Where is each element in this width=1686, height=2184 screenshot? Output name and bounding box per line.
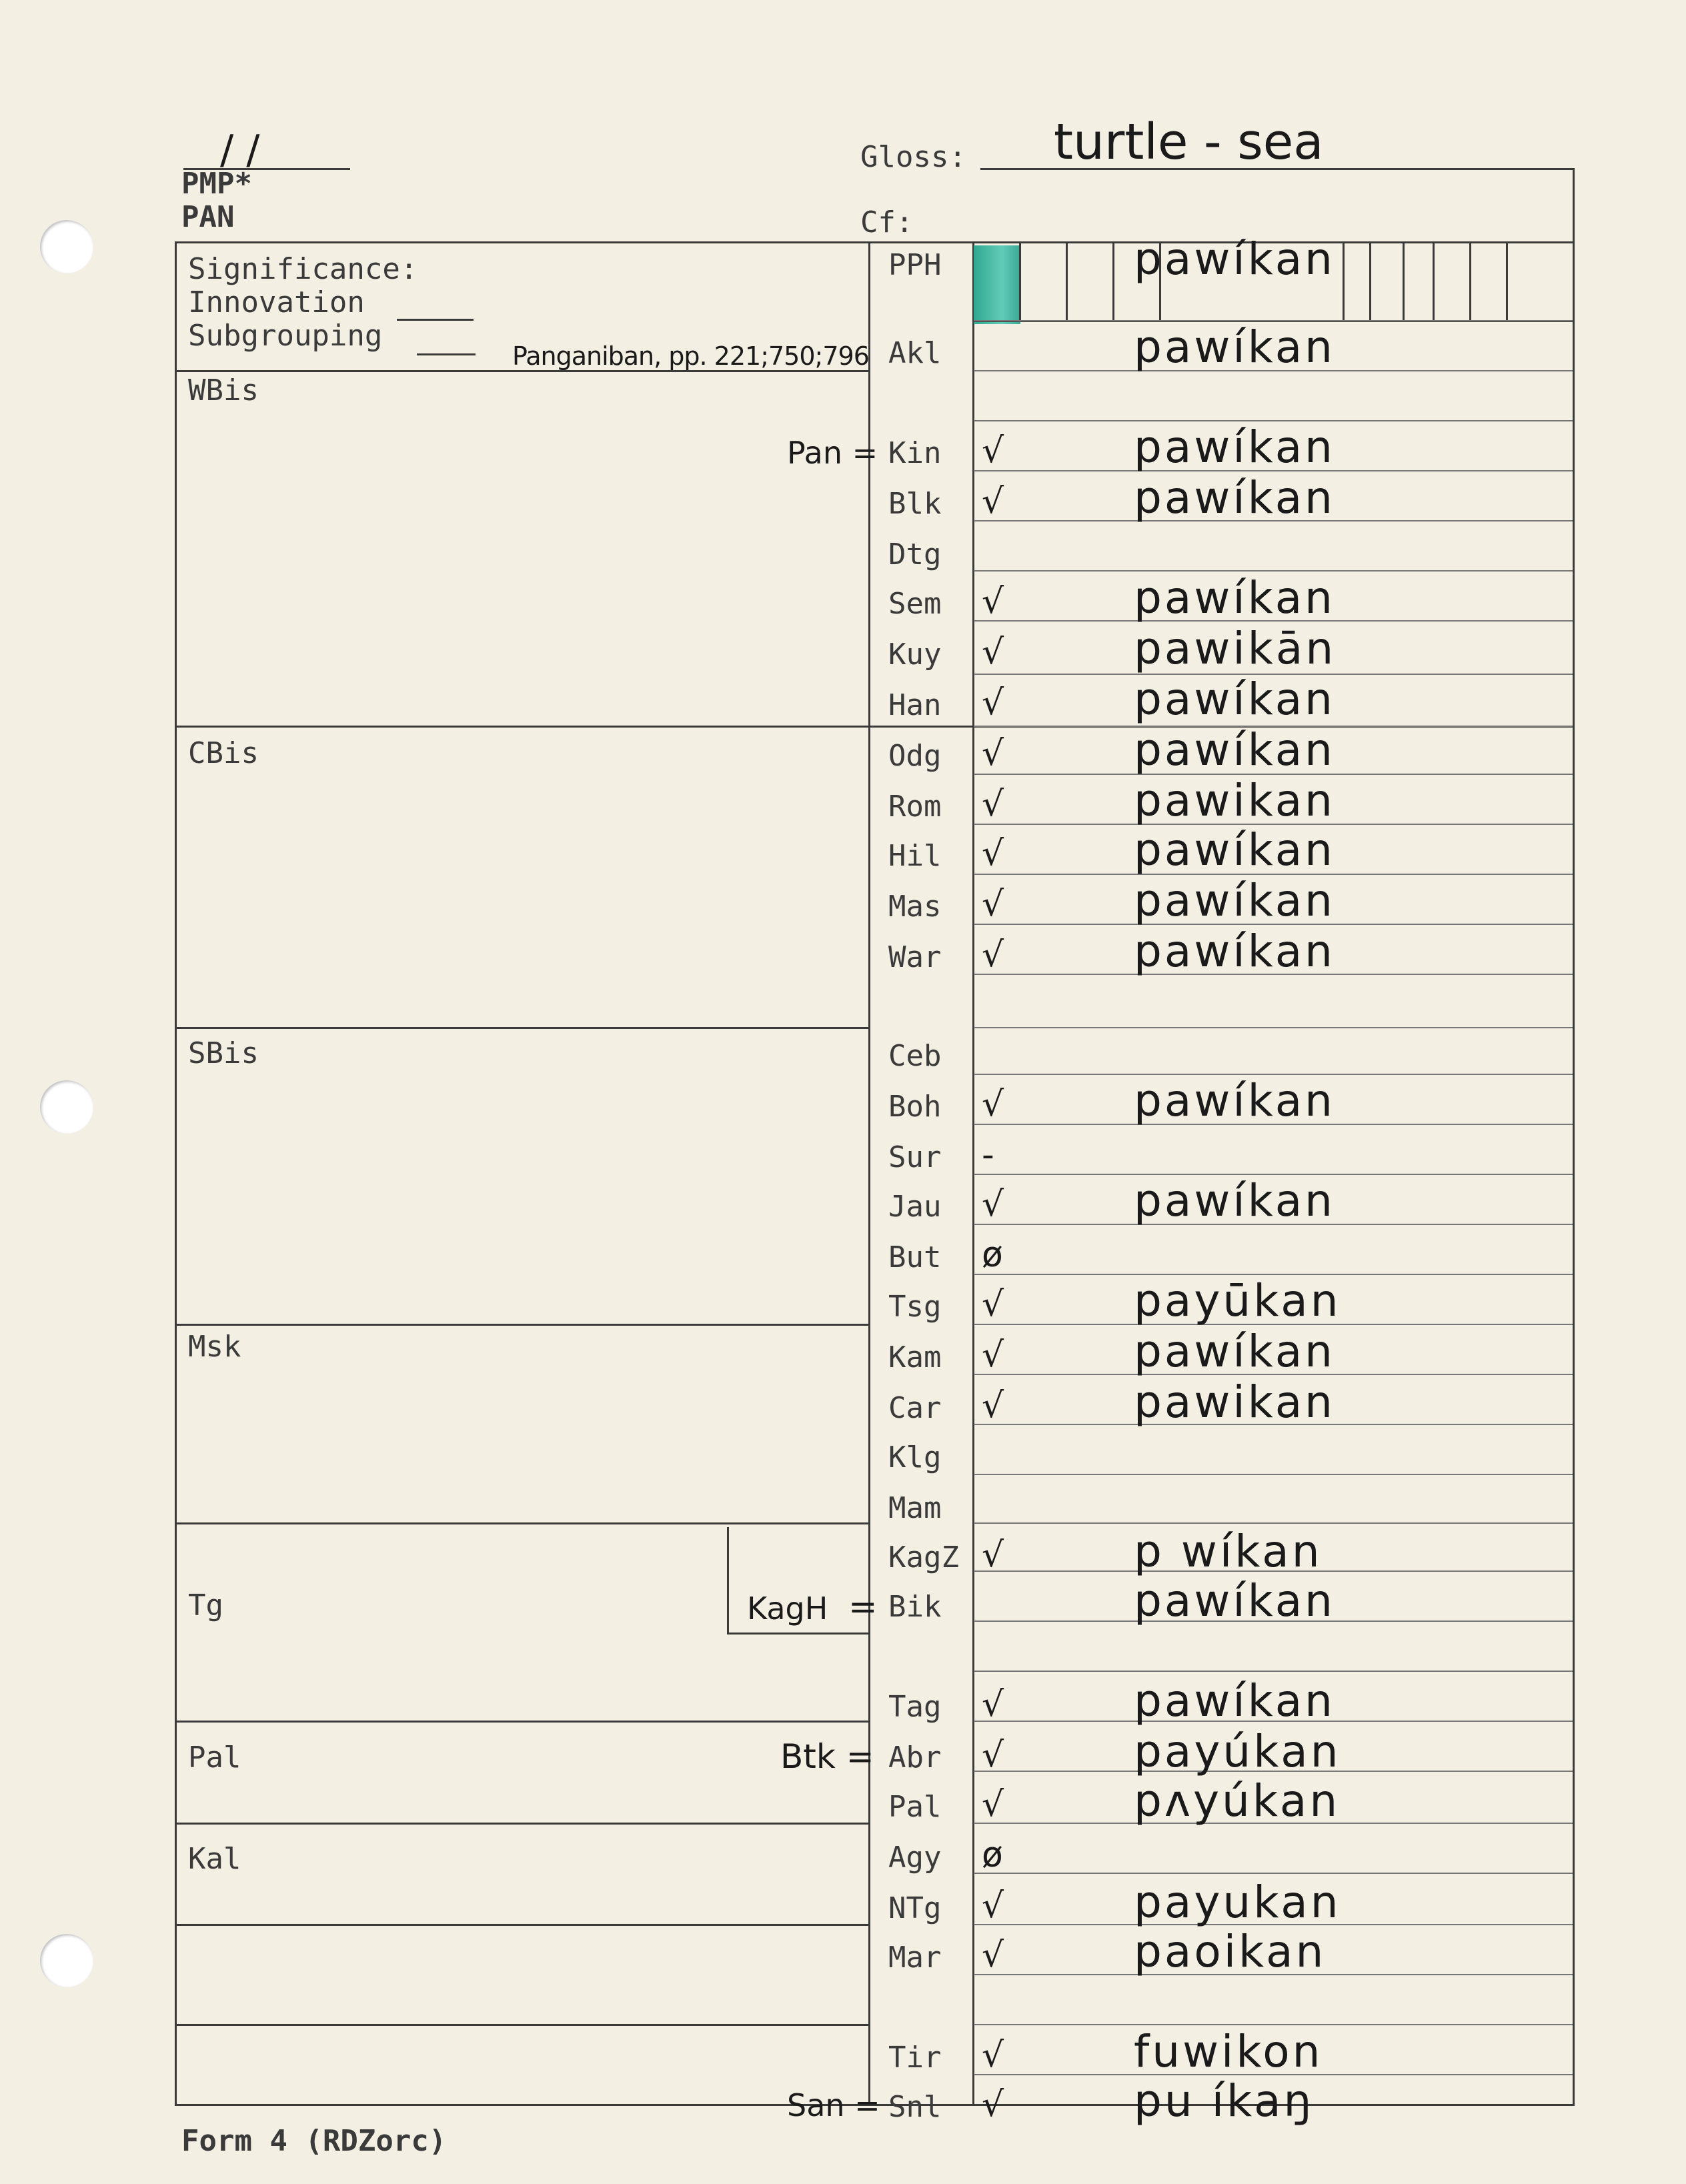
binder-hole-middle [40, 1080, 93, 1134]
row-form: pawikān [1134, 623, 1337, 674]
row-rule [974, 2024, 1573, 2025]
row-form: payukan [1134, 1877, 1341, 1928]
row-check-mark: √ [982, 582, 1004, 622]
row-language-code: Car [888, 1391, 942, 1425]
row-form: pawíkan [1134, 1075, 1335, 1126]
row-check-mark: √ [982, 884, 1004, 924]
divider-pal [175, 1823, 870, 1825]
row-language-code: Kuy [888, 638, 942, 672]
row-check-mark: √ [982, 1084, 1004, 1124]
row-check-mark: √ [982, 2085, 1004, 2125]
row-form: fuwikon [1134, 2026, 1323, 2077]
row-language-code: Blk [888, 487, 942, 521]
row-form: pawíkan [1134, 321, 1335, 373]
row-language-code: Klg [888, 1440, 942, 1474]
row-language-code: NTg [888, 1891, 942, 1925]
gloss-label: Gloss: [860, 140, 966, 174]
frame-left [175, 241, 177, 2105]
row-form: pawíkan [1134, 572, 1335, 624]
row-rule [974, 1027, 1573, 1028]
row-language-code: Mam [888, 1491, 942, 1525]
row-language-code: Akl [888, 336, 942, 370]
row-check-mark: √ [982, 935, 1004, 975]
row-language-code: KagZ [888, 1540, 959, 1574]
pan-label: PAN [181, 200, 235, 234]
row-form: pawíkan [1134, 233, 1335, 285]
kagh-box-bottom [727, 1632, 870, 1634]
row-language-code: Hil [888, 839, 942, 873]
row-check-mark: √ [982, 632, 1004, 672]
row-check-mark: √ [982, 1735, 1004, 1775]
row-check-mark: √ [982, 834, 1004, 874]
row-check-mark: √ [982, 1785, 1004, 1825]
row-form: pawikan [1134, 1376, 1335, 1428]
row-form: pawíkan [1134, 1675, 1335, 1727]
row-language-code: But [888, 1240, 942, 1274]
row-rule [974, 1671, 1573, 1672]
row-rule [974, 1522, 1573, 1524]
row-language-code: Tag [888, 1690, 942, 1724]
row-form: payúkan [1134, 1726, 1341, 1777]
innovation-label: Innovation [188, 285, 365, 319]
row-language-code: Kam [888, 1340, 942, 1374]
row-check-mark: √ [982, 1886, 1004, 1926]
row-form: paoikan [1134, 1926, 1327, 1977]
row-check-mark: ø [982, 1835, 1003, 1875]
form-footer: Form 4 (RDZorc) [181, 2124, 447, 2158]
row-form: pawíkan [1134, 1575, 1335, 1626]
row-form: pʌyúkan [1134, 1775, 1341, 1827]
pmp-label: PMP* [181, 167, 252, 201]
row-check-mark: √ [982, 1284, 1004, 1324]
row-form: pawíkan [1134, 1326, 1335, 1377]
annotation-kagh-equals: = [848, 1587, 878, 1627]
row-form: p wíkan [1134, 1526, 1323, 1577]
divider-kal [175, 1924, 870, 1926]
section-label-msk: Msk [188, 1330, 241, 1364]
row-language-code: Mar [888, 1941, 942, 1975]
row-language-code: Boh [888, 1090, 942, 1124]
divider-tg [175, 1721, 870, 1723]
gloss-value: turtle - sea [1054, 113, 1324, 171]
section-label-cbis: CBis [188, 736, 259, 770]
source-note: Panganiban, pp. 221;750;796 [512, 341, 869, 371]
row-check-mark: - [982, 1135, 994, 1175]
row-language-code: Odg [888, 739, 942, 773]
row-form: pawíkan [1134, 674, 1335, 725]
slash-marks: / / [220, 127, 260, 173]
annotation-pan-equals: Pan = [787, 435, 878, 471]
row-form: pawíkan [1134, 421, 1335, 473]
row-check-mark: √ [982, 734, 1004, 774]
row-language-code: Mas [888, 890, 942, 924]
row-check-mark: √ [982, 1935, 1004, 1975]
innovation-blank [397, 319, 474, 321]
row-check-mark: √ [982, 1535, 1004, 1575]
row-check-mark: √ [982, 481, 1004, 521]
divider-sbis [175, 1324, 870, 1326]
row-form: pu íkaŋ [1134, 2075, 1315, 2127]
row-language-code: Snl [888, 2090, 942, 2124]
row-rule [974, 570, 1573, 572]
row-language-code: Jau [888, 1190, 942, 1224]
row-check-mark: √ [982, 2035, 1004, 2075]
row-language-code: Sur [888, 1140, 942, 1174]
frame-right-top [1573, 168, 1575, 241]
kagh-box-left [727, 1527, 729, 1634]
cf-label: Cf: [860, 205, 914, 239]
row-language-code: Pal [888, 1790, 942, 1824]
row-form: pawíkan [1134, 926, 1335, 977]
frame-right [1573, 241, 1575, 2105]
row-check-mark: ø [982, 1235, 1003, 1275]
row-language-code: PPH [888, 248, 942, 282]
row-language-code: Kin [888, 436, 942, 470]
section-label-pal: Pal [188, 1741, 241, 1775]
divider-blank [175, 2024, 870, 2026]
row-form: pawíkan [1134, 824, 1335, 876]
row-check-mark: √ [982, 1335, 1004, 1375]
gloss-underline [980, 168, 1574, 170]
row-form: pawíkan [1134, 724, 1335, 776]
row-form: pawíkan [1134, 875, 1335, 926]
row-form: pawíkan [1134, 1175, 1335, 1226]
subgrouping-blank [417, 353, 476, 355]
row-language-code: Bik [888, 1590, 942, 1624]
section-label-kal: Kal [188, 1842, 241, 1876]
divider-cbis [175, 1027, 870, 1029]
row-rule [974, 1873, 1573, 1874]
annotation-san-equals: San = [787, 2087, 880, 2123]
annotation-btk-equals: Btk = [780, 1737, 874, 1776]
row-language-code: Han [888, 688, 942, 722]
row-language-code: Abr [888, 1741, 942, 1775]
divider-msk [175, 1522, 870, 1524]
row-check-mark: √ [982, 1386, 1004, 1426]
row-rule [974, 1474, 1573, 1475]
row-check-mark: √ [982, 683, 1004, 723]
row-form: payūkan [1134, 1275, 1341, 1326]
binder-hole-bottom [40, 1934, 93, 1987]
row-language-code: Ceb [888, 1039, 942, 1073]
row-language-code: Tsg [888, 1290, 942, 1324]
row-language-code: Tir [888, 2041, 942, 2075]
row-language-code: War [888, 940, 942, 974]
annotation-kagh: KagH [747, 1590, 828, 1626]
row-check-mark: √ [982, 431, 1004, 471]
row-check-mark: √ [982, 784, 1004, 824]
row-language-code: Rom [888, 790, 942, 824]
section-label-wbis: WBis [188, 373, 259, 407]
row-form: pawíkan [1134, 472, 1335, 523]
section-label-tg: Tg [188, 1588, 223, 1622]
section-label-sbis: SBis [188, 1036, 259, 1070]
row-form: pawikan [1134, 775, 1335, 826]
subgrouping-label: Subgrouping [188, 319, 383, 353]
row-check-mark: √ [982, 1685, 1004, 1725]
row-language-code: Sem [888, 587, 942, 621]
row-check-mark: √ [982, 1184, 1004, 1224]
row-language-code: Agy [888, 1841, 942, 1875]
significance-title: Significance: [188, 252, 418, 286]
row-language-code: Dtg [888, 537, 942, 572]
lang-column-left [868, 241, 870, 2105]
binder-hole-top [40, 220, 93, 273]
